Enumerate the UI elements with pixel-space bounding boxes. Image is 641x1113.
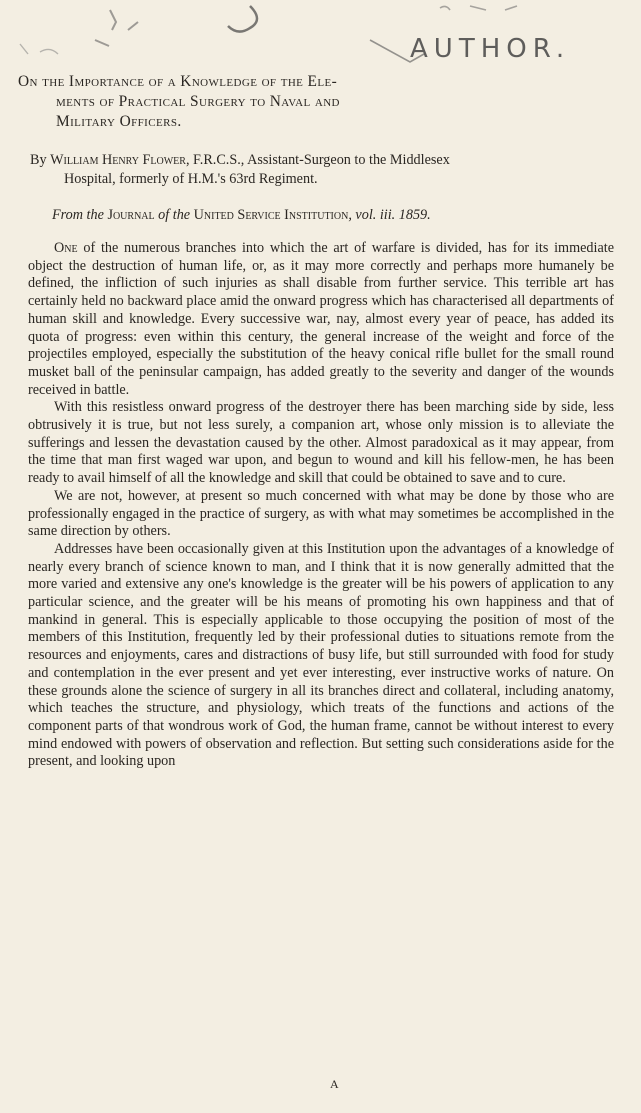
title-line-3: Military Officers.	[56, 113, 182, 130]
paragraph-3: We are not, however, at present so much concerned with what may be done by those who are professionally engaged in the practice of surgery, as with what may sometimes be accomplished in the same direction by others.	[28, 487, 614, 540]
paragraph-1	[28, 240, 614, 399]
article-body	[28, 240, 614, 771]
signature-mark: A	[330, 1077, 339, 1091]
source-citation	[52, 207, 622, 224]
source-journal: Journal	[107, 207, 155, 223]
paragraph-2: With this resistless onward progress of the destroyer there has been marching side by side, less obtrusively it is true, but not less surely, a companion art, whose only mission is to alleviate the sufferings and lessen the devastation caused by the other. Almost paradoxical as it may appear, from the time that man first waged war upon, and begun to wound and kill his fellow-men, he has been ready to avail himself of all the knowledge and skill that could be obtained to save and to cure.	[28, 399, 614, 487]
paragraph-1-lead: One	[54, 240, 78, 256]
author-byline	[30, 151, 620, 189]
byline-affiliation-line-2: Hospital, formerly of H.M.'s 63rd Regiment.	[64, 171, 318, 187]
source-volume: , vol. iii. 1859.	[348, 207, 431, 223]
paragraph-1-text: of the numerous branches into which the art of warfare is divided, has for its immediate object the destruction of human life, or, as it may more correctly and perhaps more humanely be defined, the infliction of such injuries as shall disable from further service. This terrible art has certainly held no backward place amid the onward progress which has characterised all departments of human skill and knowledge. Every successive war, nay, almost every year of peace, has added its quota of progress: even within this century, the general increase of the weight and force of the projectiles employed, especially the substitution of the heavy conical rifle bullet for the small round musket ball of the peninsular campaign, has added greatly to the severity and danger of the wounds received in battle.	[28, 240, 614, 398]
byline-prefix: By	[30, 152, 47, 168]
source-of-the: of the	[158, 207, 191, 223]
title-line-2: ments of Practical Surgery to Naval and	[56, 93, 340, 110]
article-title	[18, 72, 618, 132]
byline-affiliation: , F.R.C.S., Assistant-Surgeon to the Middlesex	[185, 152, 450, 168]
paragraph-4: Addresses have been occasionally given at this Institution upon the advantages of a knowledge of nearly every branch of science known to man, and I think that it is now generally admitted that the more varied and extensive any one's knowledge is the greater will be his powers of application to any particular science, and the greater will be his means of promoting his own happiness and that of mankind in general. This is especially applicable to those occupying the position of most of the members of this Institution, frequently led by their professional duties to situations remote from the resources and enjoyments, cares and distractions of busy life, but still surrounded with food for study and contemplation in the ever present and yet ever interesting, ever instructive works of nature. On these grounds alone the science of surgery in all its branches direct and collateral, including anatomy, which teaches the structure, and physiology, which treats of the functions and actions of the component parts of that wondrous work of God, the human frame, cannot be without interest to every mind endowed with powers of observation and reflection. But setting such considerations aside for the present, and looking upon	[28, 540, 614, 770]
author-name: William Henry Flower	[50, 152, 186, 168]
source-institution: United Service Institution	[193, 207, 349, 223]
title-line-1: On the Importance of a Knowledge of the Ele-	[18, 73, 338, 90]
source-from: From the	[52, 207, 104, 223]
handwritten-annotation: AUTHOR.	[410, 34, 571, 64]
